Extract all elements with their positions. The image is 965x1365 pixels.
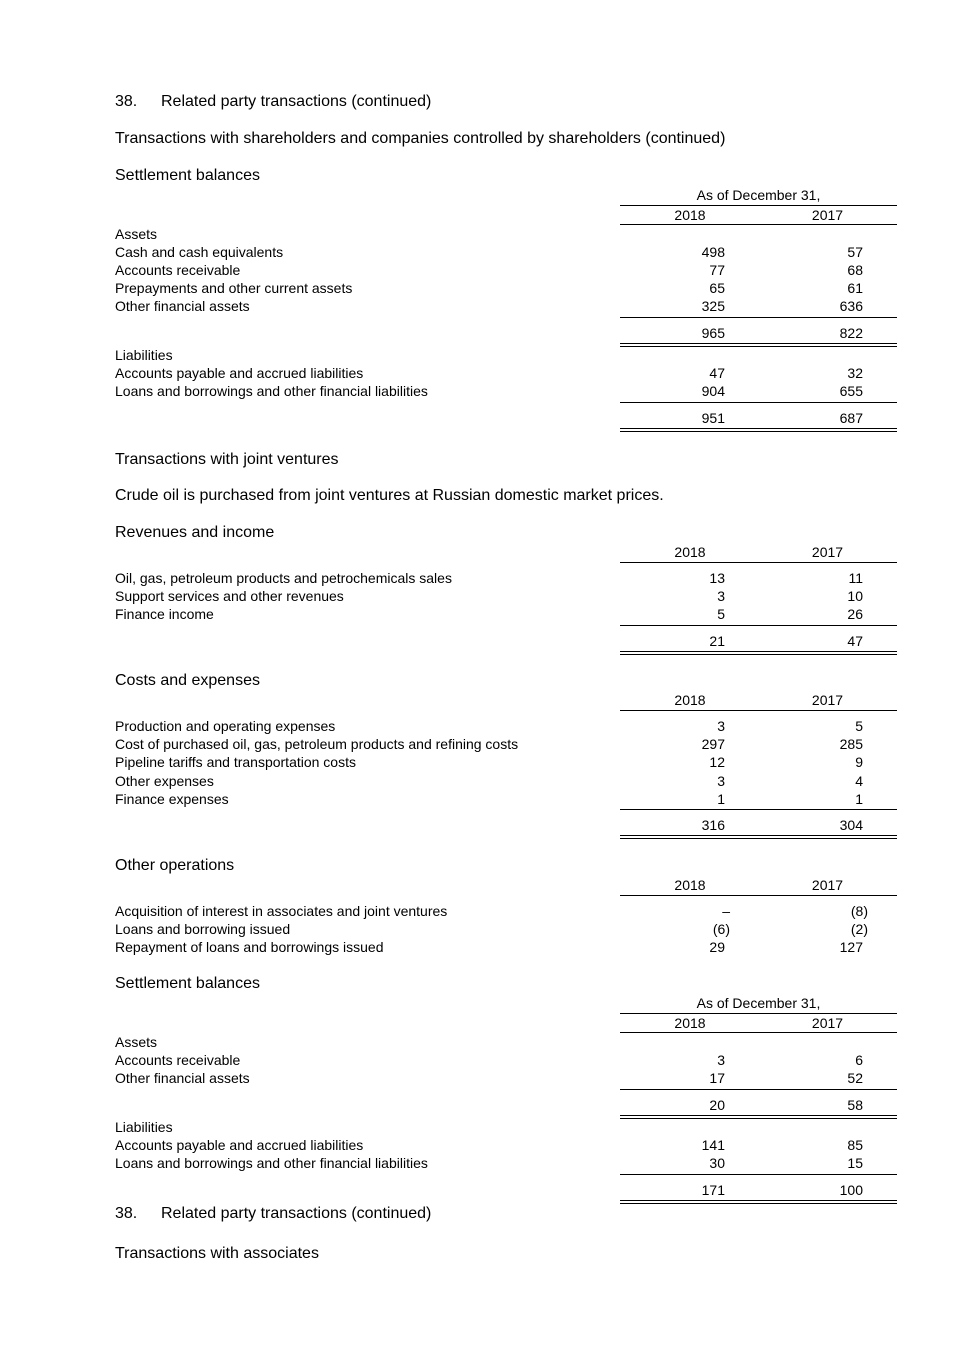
row-label: Finance expenses <box>115 791 229 807</box>
section-number: 38. <box>115 1205 138 1222</box>
section-number: 38. <box>115 93 138 110</box>
value-2017: 655 <box>839 383 863 399</box>
settlement-balances-title: Settlement balances <box>115 167 260 184</box>
year-2018-header: 2018 <box>674 1015 706 1031</box>
value-2018: (6) <box>712 921 730 937</box>
header-rule <box>620 562 897 563</box>
value-2017: 57 <box>847 244 863 260</box>
section-title: Related party transactions (continued) <box>161 93 432 110</box>
value-2017: 32 <box>847 365 863 381</box>
value-2018: 1 <box>717 791 725 807</box>
liabilities-label: Liabilities <box>115 1119 173 1135</box>
value-2017: 52 <box>847 1070 863 1086</box>
value-2018: 30 <box>709 1155 725 1171</box>
header-rule <box>620 895 897 896</box>
total-double-rule <box>620 1200 897 1204</box>
subtotal-rule <box>620 317 897 318</box>
liabilities-label: Liabilities <box>115 347 173 363</box>
year-2018-header: 2018 <box>674 877 706 893</box>
value-2017: 85 <box>847 1137 863 1153</box>
header-rule <box>620 710 897 711</box>
row-label: Accounts payable and accrued liabilities <box>115 365 364 381</box>
assets-label: Assets <box>115 226 158 242</box>
value-2018: 325 <box>701 298 725 314</box>
header-rule <box>620 205 897 206</box>
header-rule <box>620 1013 897 1014</box>
subtotal-rule <box>620 809 897 810</box>
assets-label: Assets <box>115 1034 158 1050</box>
value-2018: 3 <box>717 1052 725 1068</box>
row-label: Finance income <box>115 606 214 622</box>
value-2017: 10 <box>847 588 863 604</box>
as-of-label: As of December 31, <box>696 187 821 203</box>
assets-total-2017: 58 <box>847 1097 863 1113</box>
value-2018: – <box>722 903 730 919</box>
value-2017: 127 <box>839 939 863 955</box>
value-2018: 141 <box>701 1137 725 1153</box>
value-2018: 904 <box>701 383 725 399</box>
value-2017: 5 <box>855 718 863 734</box>
subsection-title: Transactions with shareholders and companies controlled by shareholders (continued) <box>115 130 726 147</box>
year-2017-header: 2017 <box>811 1015 844 1031</box>
row-label: Other financial assets <box>115 1070 250 1086</box>
value-2017: 61 <box>847 280 863 296</box>
row-label: Repayment of loans and borrowings issued <box>115 939 384 955</box>
row-label: Prepayments and other current assets <box>115 280 353 296</box>
value-2018: 3 <box>717 588 725 604</box>
liabilities-total-2017: 687 <box>839 410 863 426</box>
as-of-label: As of December 31, <box>696 995 821 1011</box>
costs-title: Costs and expenses <box>115 672 260 689</box>
value-2018: 3 <box>717 773 725 789</box>
value-2018: 13 <box>709 570 725 586</box>
row-label: Cost of purchased oil, gas, petroleum products and refining costs <box>115 736 519 752</box>
year-2017-header: 2017 <box>811 544 844 560</box>
value-2018: 65 <box>709 280 725 296</box>
row-label: Other expenses <box>115 773 214 789</box>
revenues-total-2018: 21 <box>709 633 725 649</box>
subtotal-rule <box>620 625 897 626</box>
liabilities-total-2017: 100 <box>839 1182 863 1198</box>
subtotal-rule <box>620 402 897 403</box>
value-2018: 3 <box>717 718 725 734</box>
associates-title: Transactions with associates <box>115 1245 319 1262</box>
value-2018: 77 <box>709 262 725 278</box>
value-2017: (2) <box>850 921 868 937</box>
header-rule <box>620 224 897 225</box>
row-label: Loans and borrowings and other financial liabilities <box>115 383 428 399</box>
value-2017: 26 <box>847 606 863 622</box>
costs-total-2017: 304 <box>839 817 863 833</box>
costs-total-2018: 316 <box>701 817 725 833</box>
value-2017: 285 <box>839 736 863 752</box>
value-2018: 5 <box>717 606 725 622</box>
total-double-rule <box>620 1115 897 1119</box>
value-2018: 12 <box>709 754 725 770</box>
value-2017: 1 <box>855 791 863 807</box>
assets-total-2018: 20 <box>709 1097 725 1113</box>
joint-ventures-note: Crude oil is purchased from joint ventures at Russian domestic market prices. <box>115 487 664 504</box>
total-double-rule <box>620 651 897 655</box>
row-label: Accounts receivable <box>115 1052 241 1068</box>
row-label: Pipeline tariffs and transportation costs <box>115 754 356 770</box>
value-2018: 297 <box>701 736 725 752</box>
total-double-rule <box>620 835 897 839</box>
year-2018-header: 2018 <box>674 207 706 223</box>
total-double-rule <box>620 343 897 347</box>
row-label: Oil, gas, petroleum products and petrochemicals sales <box>115 570 452 586</box>
joint-ventures-title: Transactions with joint ventures <box>115 451 339 468</box>
value-2017: 15 <box>847 1155 863 1171</box>
value-2018: 29 <box>709 939 725 955</box>
revenues-total-2017: 47 <box>847 633 863 649</box>
value-2017: 4 <box>855 773 863 789</box>
row-label: Loans and borrowing issued <box>115 921 291 937</box>
row-label: Accounts payable and accrued liabilities <box>115 1137 364 1153</box>
total-double-rule <box>620 428 897 432</box>
row-label: Production and operating expenses <box>115 718 336 734</box>
subtotal-rule <box>620 1174 897 1175</box>
year-2017-header: 2017 <box>811 207 844 223</box>
row-label: Support services and other revenues <box>115 588 344 604</box>
value-2018: 17 <box>709 1070 725 1086</box>
value-2018: 47 <box>709 365 725 381</box>
value-2018: 498 <box>701 244 725 260</box>
other-operations-title: Other operations <box>115 857 235 874</box>
row-label: Other financial assets <box>115 298 250 314</box>
year-2017-header: 2017 <box>811 692 844 708</box>
value-2017: (8) <box>850 903 868 919</box>
value-2017: 636 <box>839 298 863 314</box>
year-2017-header: 2017 <box>811 877 844 893</box>
liabilities-total-2018: 951 <box>701 410 725 426</box>
subtotal-rule <box>620 1089 897 1090</box>
value-2017: 68 <box>847 262 863 278</box>
row-label: Acquisition of interest in associates and joint ventures <box>115 903 448 919</box>
year-2018-header: 2018 <box>674 544 706 560</box>
revenues-title: Revenues and income <box>115 524 275 541</box>
year-2018-header: 2018 <box>674 692 706 708</box>
value-2017: 9 <box>855 754 863 770</box>
section-title: Related party transactions (continued) <box>161 1205 432 1222</box>
liabilities-total-2018: 171 <box>701 1182 725 1198</box>
row-label: Cash and cash equivalents <box>115 244 284 260</box>
value-2017: 6 <box>855 1052 863 1068</box>
settlement-balances-title: Settlement balances <box>115 975 260 992</box>
assets-total-2018: 965 <box>701 325 725 341</box>
header-rule <box>620 1032 897 1033</box>
assets-total-2017: 822 <box>839 325 863 341</box>
value-2017: 11 <box>848 570 863 586</box>
row-label: Accounts receivable <box>115 262 241 278</box>
row-label: Loans and borrowings and other financial liabilities <box>115 1155 428 1171</box>
